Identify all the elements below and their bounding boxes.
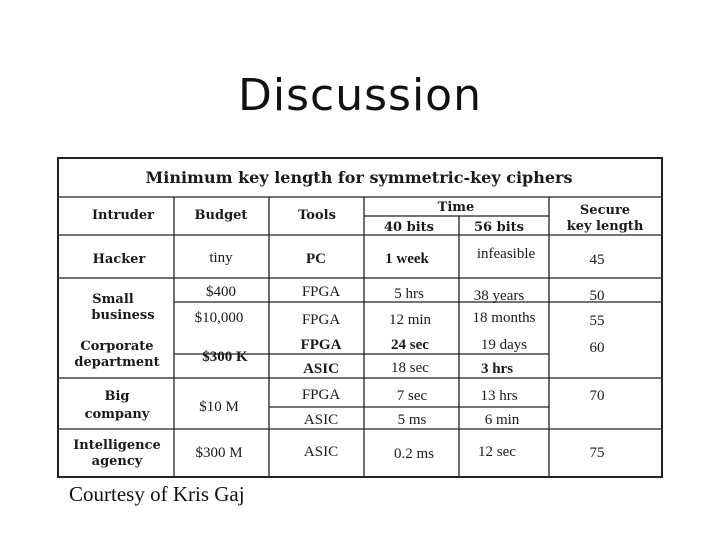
cell-time-40: 0.2 ms (393, 446, 435, 462)
intruder-small-business-line1: Small (92, 292, 134, 307)
cell-time-56: 18 months (472, 310, 536, 326)
cell-tool: FPGA (301, 312, 341, 328)
cell-tool: ASIC (303, 412, 339, 428)
cell-time-40: 12 min (388, 312, 432, 328)
cell-time-40: 24 sec (391, 337, 429, 353)
cell-budget: $300 K (202, 349, 248, 365)
cell-tool: ASIC (303, 444, 339, 460)
table-title: Minimum key length for symmetric-key ciphers (145, 168, 573, 187)
cell-time-56: 12 sec (478, 444, 516, 460)
intruder-big-company-line1: Big (104, 389, 130, 404)
courtesy-caption: Courtesy of Kris Gaj (69, 482, 245, 506)
cell-budget: $10,000 (194, 310, 244, 326)
cell-time-56: 13 hrs (480, 388, 518, 404)
cell-tool: FPGA (301, 284, 341, 300)
header-key-length: key length (566, 219, 644, 234)
header-budget: Budget (194, 208, 248, 223)
cell-time-56: infeasible (476, 246, 536, 262)
cell-time-56: 38 years (473, 288, 525, 304)
cell-time-56: 19 days (480, 337, 528, 353)
cell-key-length: 75 (589, 445, 605, 461)
cell-key-length: 70 (589, 388, 605, 404)
header-56-bits: 56 bits (474, 220, 524, 235)
header-time: Time (437, 200, 475, 215)
key-length-table-graphic (59, 159, 661, 476)
table-grid-lines (59, 197, 661, 476)
header-secure: Secure (579, 203, 631, 218)
intruder-big-company-line2: company (84, 407, 150, 422)
cell-time-56: 3 hrs (480, 361, 514, 377)
intruder-corporate-line2: department (74, 355, 160, 370)
cell-time-40: 18 sec (391, 360, 429, 376)
cell-tool: FPGA (300, 337, 342, 353)
key-length-table (57, 157, 663, 478)
cell-key-length: 50 (589, 288, 605, 304)
intruder-intelligence-line2: agency (91, 454, 143, 469)
cell-key-length: 60 (589, 340, 605, 356)
cell-budget: $300 M (195, 445, 243, 461)
header-tools: Tools (298, 208, 336, 223)
cell-time-56: 6 min (484, 412, 520, 428)
intruder-corporate-line1: Corporate (80, 339, 154, 354)
intruder-small-business-line2: business (91, 308, 155, 323)
cell-budget: $10 M (199, 399, 239, 415)
cell-time-40: 5 hrs (394, 286, 424, 302)
intruder-hacker: Hacker (92, 252, 146, 267)
cell-time-40: 5 ms (397, 412, 427, 428)
cell-tool: ASIC (303, 361, 339, 377)
cell-tool: FPGA (301, 387, 341, 403)
cell-budget: tiny (209, 250, 233, 266)
cell-budget: $400 (206, 284, 236, 300)
cell-key-length: 55 (589, 313, 605, 329)
header-40-bits: 40 bits (384, 220, 434, 235)
header-intruder: Intruder (91, 208, 155, 223)
cell-time-40: 7 sec (396, 388, 428, 404)
cell-key-length: 45 (589, 252, 605, 268)
cell-tool: PC (306, 251, 326, 267)
intruder-intelligence-line1: Intelligence (73, 438, 161, 453)
slide-title: Discussion (238, 70, 482, 121)
cell-time-40: 1 week (385, 251, 429, 267)
